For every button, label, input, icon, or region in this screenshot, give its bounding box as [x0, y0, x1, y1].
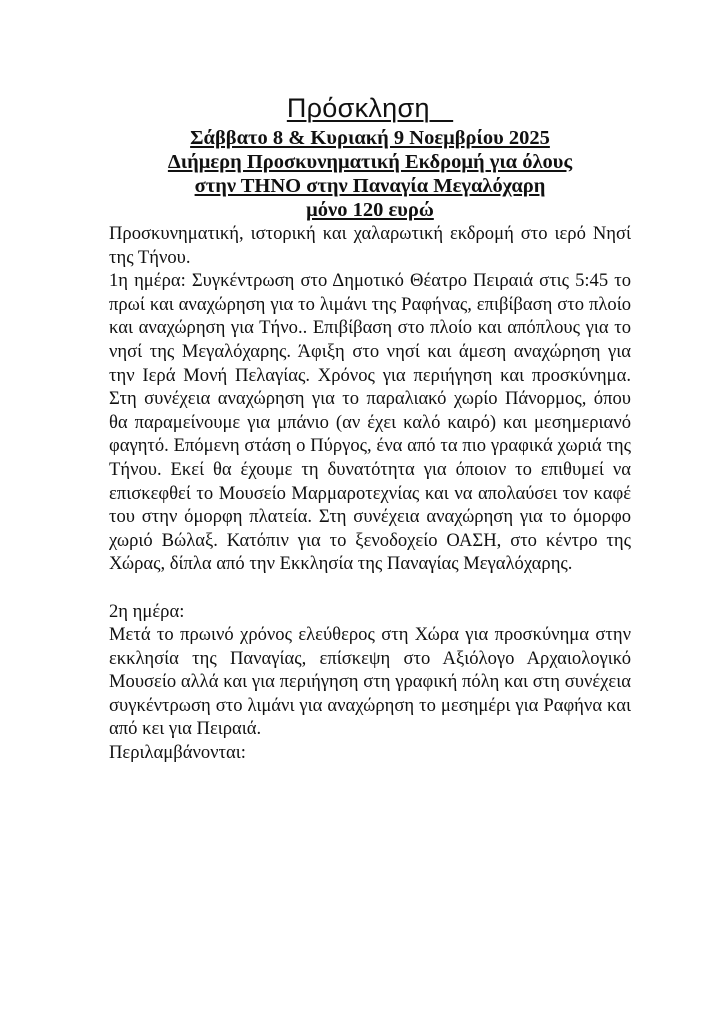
subtitle-price: μόνο 120 ευρώ [306, 199, 434, 221]
subtitle-trip-type: Διήμερη Προσκυνηματική Εκδρομή για όλους [167, 151, 573, 173]
document-body [109, 222, 631, 765]
subtitle-block [109, 126, 631, 222]
document-page [109, 0, 631, 765]
includes-heading: Περιλαμβάνονται: [109, 742, 246, 764]
paragraph-spacer [109, 576, 631, 600]
day1-paragraph: 1η ημέρα: Συγκέντρωση στο Δημοτικό Θέατρο Πειραιά στις 5:45 το πρωί και αναχώρηση για το λιμάνι της Ραφήνας, επιβίβαση στο πλοίο και αναχώρηση για Τήνο.. Επιβίβαση στο πλοίο και απόπλους για το νησί της Μεγαλόχαρης. Άφιξη στο νησί και άμεση αναχώρηση για την Ιερά Μονή Πελαγίας. Χρόνος για περιήγηση και προσκύνημα. Στη συνέχεια αναχώρηση για το παραλιακό χωρίο Πάνορμος, όπου θα παραμείνουμε για μπάνιο (αν έχει καλό καιρό) και μεσημεριανό φαγητό. Επόμενη στάση ο Πύργος, ένα από τα πιο γραφικά χωριά της Τήνου. Εκεί θα έχουμε τη δυνατότητα για όποιον το επιθυμεί να επισκεφθεί το Μουσείο Μαρμαροτεχνίας και να απολαύσει τον καφέ του στην όμορφη πλατεία. Στη συνέχεια αναχώρηση για το όμορφο χωριό Βώλαξ. Κατόπιν για το ξενοδοχείο ΟΑΣΗ, στο κέντρο της Χώρας, δίπλα από την Εκκλησία της Παναγίας Μεγαλόχαρης. [109, 270, 631, 575]
subtitle-destination: στην ΤΗΝΟ στην Παναγία Μεγαλόχαρη [194, 175, 546, 197]
day2-heading: 2η ημέρα: [109, 600, 185, 622]
document-title [109, 90, 631, 126]
day2-paragraph: Μετά το πρωινό χρόνος ελεύθερος στη Χώρα για προσκύνημα στην εκκλησία της Παναγίας, επίσκεψη στο Αξιόλογο Αρχαιολογικό Μουσείο αλλά και για περιήγηση στη γραφική πόλη και στη συνέχεια συγκέντρωση στο λιμάνι για αναχώρηση το μεσημέρι για Ραφήνα και από κει για Πειραιά. [109, 624, 631, 740]
title-text: Πρόσκληση [286, 93, 454, 123]
intro-paragraph: Προσκυνηματική, ιστορική και χαλαρωτική εκδρομή στο ιερό Νησί της Τήνου. [109, 223, 631, 268]
subtitle-date: Σάββατο 8 & Κυριακή 9 Νοεμβρίου 2025 [190, 127, 550, 149]
